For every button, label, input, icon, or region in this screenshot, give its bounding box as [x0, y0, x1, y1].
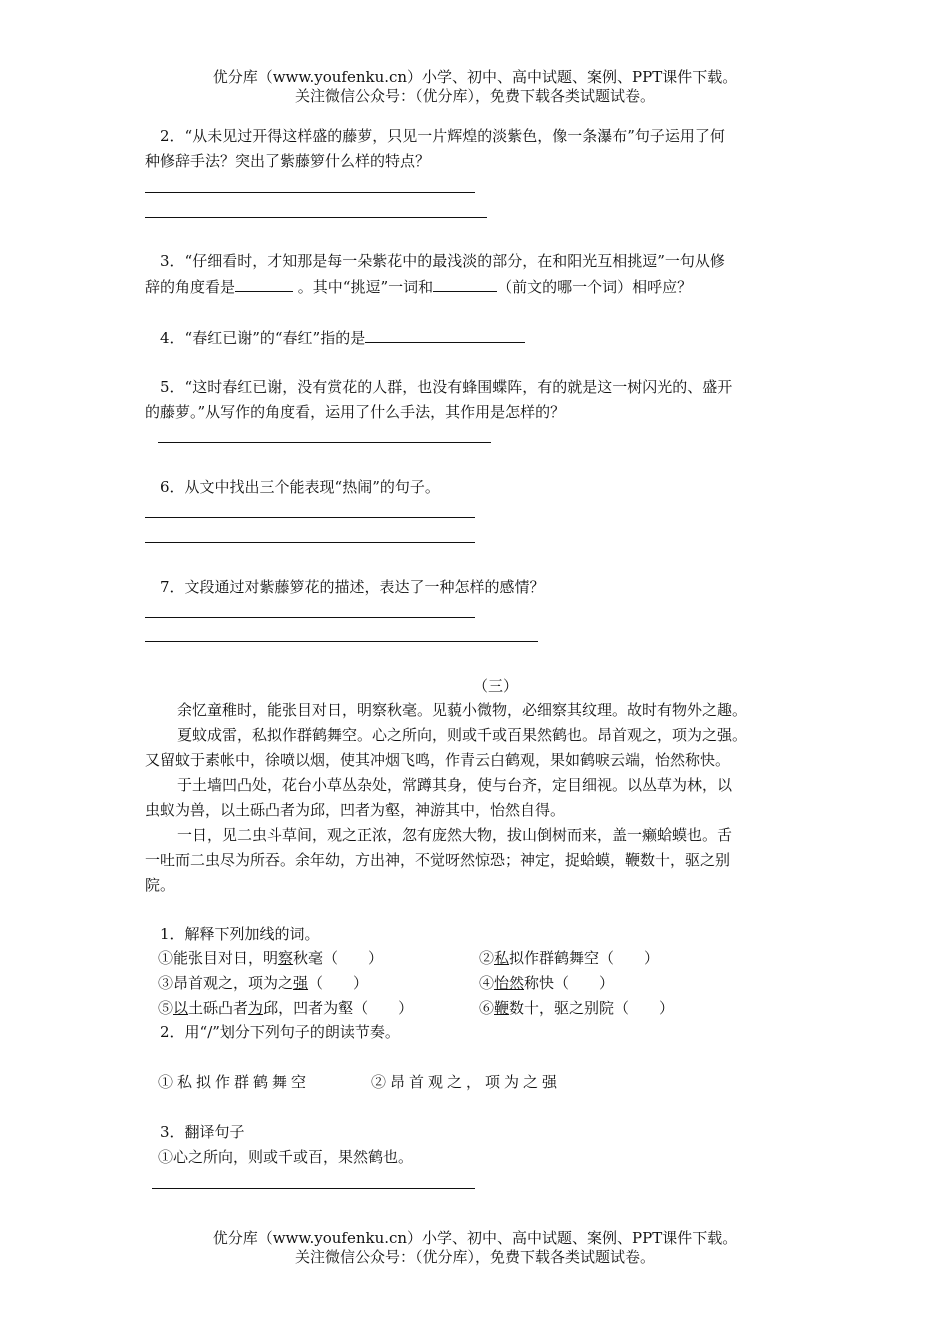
q7-answer-line-2[interactable]: [145, 641, 538, 642]
item-3-pre: ③昂首观之，项为之: [158, 974, 294, 992]
item-6-underlined: 鞭: [494, 999, 510, 1017]
q2-text-line-2: 种修辞手法？突出了紫藤箩什么样的特点？: [145, 152, 431, 170]
passage-p4-line-2: 一吐而二虫尽为所吞。余年幼，方出神，不觉呀然惊恐；神定，捉蛤蟆，鞭数十，驱之别: [145, 851, 731, 869]
page-footer-line-2: 关注微信公众号：（优分库），免费下载各类试题试卷。: [294, 1248, 655, 1266]
q5-answer-line[interactable]: [158, 442, 491, 443]
item-3-post[interactable]: （ ）: [308, 974, 369, 992]
item-5-post[interactable]: 邱，凹者为壑（ ）: [263, 999, 414, 1017]
q6-text: 6．从文中找出三个能表现“热闹”的句子。: [160, 478, 440, 496]
q3-part-c: （前文的哪一个词）相呼应？: [497, 278, 693, 296]
q3-text-line-1: 3．“仔细看时，才知那是每一朵紫花中的最浅淡的部分，在和阳光互相挑逗”一句从修: [160, 252, 725, 270]
passage-p4-line-3: 院。: [145, 876, 176, 894]
passage-p4-line-1: 一日，见二虫斗草间，观之正浓，忽有庞然大物，拔山倒树而来，盖一癞蛤蟆也。舌: [177, 826, 733, 844]
passage-p3-line-2: 虫蚁为兽，以土砾凸者为邱，凹者为壑，神游其中，怡然自得。: [145, 801, 566, 819]
q3-text-line-2: [145, 275, 692, 298]
q4-blank[interactable]: [365, 326, 525, 343]
q3-part-a: 辞的角度看是: [145, 278, 236, 296]
q3-blank-2[interactable]: [433, 275, 497, 292]
q7-text: 7．文段通过对紫藤箩花的描述，表达了一种怎样的感情？: [160, 578, 545, 596]
s3-q2-title: 2．用“/”划分下列句子的朗读节奏。: [160, 1023, 400, 1041]
page-header-line-2: 关注微信公众号：（优分库），免费下载各类试题试卷。: [294, 87, 655, 105]
s3-q1-item-4: [479, 972, 614, 994]
item-1-post[interactable]: 秋毫（ ）: [293, 949, 384, 967]
item-5-pre: ⑤: [158, 999, 174, 1017]
q5-text-line-1: 5．“这时春红已谢，没有赏花的人群，也没有蜂围蝶阵，有的就是这一树闪光的、盛开: [160, 378, 733, 396]
passage-p2-line-1: 夏蚊成雷，私拟作群鹤舞空。心之所向，则或千或百果然鹤也。昂首观之，项为之强。: [177, 726, 748, 744]
item-1-underlined: 察: [278, 949, 294, 967]
s3-q2-sentence-2[interactable]: ②昂首观之，项为之强: [371, 1073, 562, 1091]
item-6-pre: ⑥: [479, 999, 495, 1017]
item-5-mid: 土砾凸者: [188, 999, 249, 1017]
passage-p3-line-1: 于土墙凹凸处，花台小草丛杂处，常蹲其身，使与台齐，定目细视。以丛草为林，以: [177, 776, 733, 794]
s3-q1-item-2: [479, 947, 659, 969]
q5-text-line-2: 的藤萝。”从写作的角度看，运用了什么手法，其作用是怎样的？: [145, 403, 566, 421]
s3-q1-title: 1．解释下列加线的词。: [160, 925, 320, 943]
q2-text-line-1: 2．“从未见过开得这样盛的藤萝，只见一片辉煌的淡紫色，像一条瀑布”句子运用了何: [160, 127, 725, 145]
item-4-post[interactable]: 称快（ ）: [524, 974, 615, 992]
q7-answer-line-1[interactable]: [145, 617, 475, 618]
q4-label: 4．“春红已谢”的“春红”指的是: [160, 329, 366, 347]
page-footer-line-1: 优分库（www.youfenku.cn）小学、初中、高中试题、案例、PPT课件下载。: [212, 1229, 738, 1247]
item-5-underlined-1: 以: [173, 999, 189, 1017]
q6-answer-line-2[interactable]: [145, 542, 475, 543]
section-three-title: （三）: [473, 677, 519, 695]
item-6-post[interactable]: 数十，驱之别院（ ）: [509, 999, 675, 1017]
s3-q3-sentence-1: ①心之所向，则或千或百，果然鹤也。: [158, 1148, 414, 1166]
item-1-pre: ①能张目对日，明: [158, 949, 279, 967]
item-4-underlined: 怡然: [494, 974, 525, 992]
s3-q2-sentence-1[interactable]: ①私拟作群鹤舞空: [158, 1073, 311, 1091]
s3-q1-item-5: [158, 997, 413, 1019]
item-2-pre: ②: [479, 949, 495, 967]
s3-q1-item-6: [479, 997, 674, 1019]
s3-q3-answer-line[interactable]: [152, 1188, 475, 1189]
q2-answer-line-2[interactable]: [145, 217, 487, 218]
q4-text: [160, 326, 525, 349]
q3-blank-1[interactable]: [235, 275, 293, 292]
item-4-pre: ④: [479, 974, 495, 992]
s3-q1-item-3: [158, 972, 368, 994]
q3-part-b: 。其中“挑逗”一词和: [297, 278, 434, 296]
s3-q3-title: 3．翻译句子: [160, 1123, 245, 1141]
item-5-underlined-2: 为: [248, 999, 264, 1017]
passage-p1: 余忆童稚时，能张目对日，明察秋毫。见藐小微物，必细察其纹理。故时有物外之趣。: [177, 701, 748, 719]
passage-p2-line-2: 又留蚊于素帐中，徐喷以烟，使其冲烟飞鸣，作青云白鹤观，果如鹤唳云端，怡然称快。: [145, 751, 731, 769]
item-3-underlined: 强: [293, 974, 309, 992]
item-2-post[interactable]: 拟作群鹤舞空（ ）: [509, 949, 660, 967]
page-header-line-1: 优分库（www.youfenku.cn）小学、初中、高中试题、案例、PPT课件下载。: [212, 68, 738, 86]
s3-q1-item-1: [158, 947, 383, 969]
q6-answer-line-1[interactable]: [145, 517, 475, 518]
q2-answer-line-1[interactable]: [145, 192, 475, 193]
item-2-underlined: 私: [494, 949, 510, 967]
